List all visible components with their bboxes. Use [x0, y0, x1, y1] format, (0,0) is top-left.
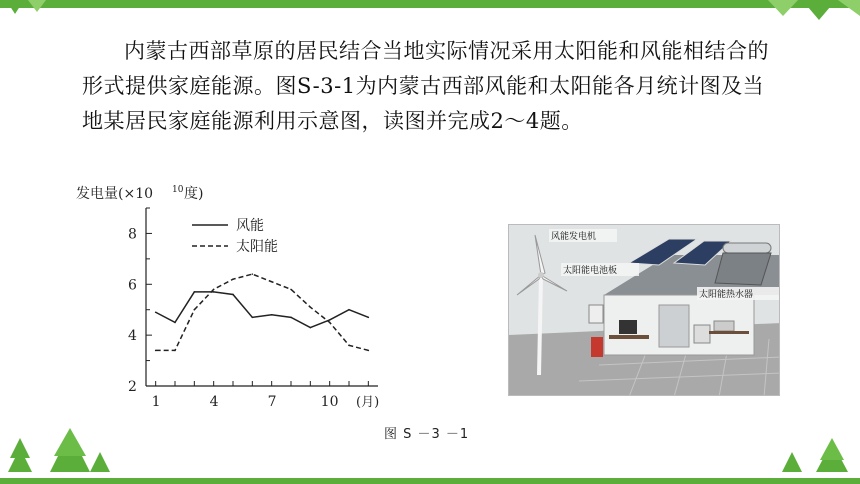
solar-point: [290, 289, 292, 291]
top-left-triangle-decoration: [0, 0, 70, 22]
solar-point: [155, 350, 157, 352]
figure-caption: 图 S －3 －1: [384, 427, 470, 442]
fridge-icon: [659, 305, 689, 347]
wind-point: [213, 291, 215, 293]
y-tick-label: 8: [128, 226, 137, 243]
solar-point: [213, 289, 215, 291]
wind-point: [155, 311, 157, 313]
household-energy-illustration: [508, 224, 780, 396]
legend-label-wind: 风能: [236, 218, 264, 234]
top-right-triangle-decoration: [750, 0, 860, 24]
y-axis-label-exponent: 10: [172, 185, 184, 195]
solar-point: [368, 350, 370, 352]
y-tick-label: 6: [128, 277, 137, 294]
top-accent-bar: [0, 0, 860, 8]
label-solar-water-heater: 太阳能热水器: [699, 290, 754, 300]
wind-point: [368, 317, 370, 319]
y-tick-label: 2: [128, 379, 137, 395]
solar-point: [194, 309, 196, 311]
solar-point: [329, 322, 331, 324]
left-trees-decoration: [0, 428, 110, 478]
right-trees-decoration: [780, 438, 860, 478]
chart-series: [155, 273, 369, 351]
illustration-svg: [509, 225, 780, 396]
legend-label-solar: 太阳能: [236, 239, 278, 255]
wind-point: [252, 317, 254, 319]
wind-point: [290, 317, 292, 319]
solar-point: [271, 281, 273, 283]
y-axis-label-unit: 度): [184, 186, 204, 202]
chart-legend: [192, 217, 278, 255]
wind-point: [271, 314, 273, 316]
energy-line-chart: [70, 178, 400, 416]
solar-point: [252, 273, 254, 275]
chart-axes: [146, 208, 378, 386]
solar-point: [232, 278, 234, 280]
x-tick-label: 4: [209, 394, 219, 410]
tv-icon: [619, 320, 637, 334]
wind-point: [174, 322, 176, 324]
series-line-solar: [156, 274, 369, 350]
wind-point: [232, 294, 234, 296]
bottom-accent-bar: [0, 478, 860, 484]
series-line-wind: [156, 292, 369, 328]
chart-svg: [70, 178, 400, 416]
wind-point: [194, 291, 196, 293]
y-tick-label: 4: [128, 328, 137, 345]
question-paragraph: 内蒙古西部草原的居民结合当地实际情况采用太阳能和风能相结合的形式提供家庭能源。图S-3-1为内蒙古西部风能和太阳能各月统计图及当地某居民家庭能源利用示意图，读图并完成2～4题。: [82, 39, 769, 133]
x-tick-label: 7: [267, 394, 277, 410]
label-solar-panel: 太阳能电池板: [563, 266, 618, 276]
y-axis-label: 发电量(×10: [76, 186, 154, 202]
solar-point: [348, 345, 350, 347]
x-tick-label: 10: [320, 394, 339, 410]
solar-heater-icon: [715, 243, 771, 285]
x-axis-label: (月): [356, 395, 380, 410]
solar-point: [174, 350, 176, 352]
inverter-box-icon: [589, 305, 603, 323]
microwave-icon: [714, 321, 734, 331]
label-wind-generator: 风能发电机: [551, 232, 597, 242]
wind-point: [348, 309, 350, 311]
wind-point: [310, 327, 312, 329]
solar-point: [310, 306, 312, 308]
washer-icon: [694, 325, 710, 343]
battery-icon: [591, 337, 603, 357]
wind-point: [329, 319, 331, 321]
x-tick-label: 1: [151, 394, 161, 410]
